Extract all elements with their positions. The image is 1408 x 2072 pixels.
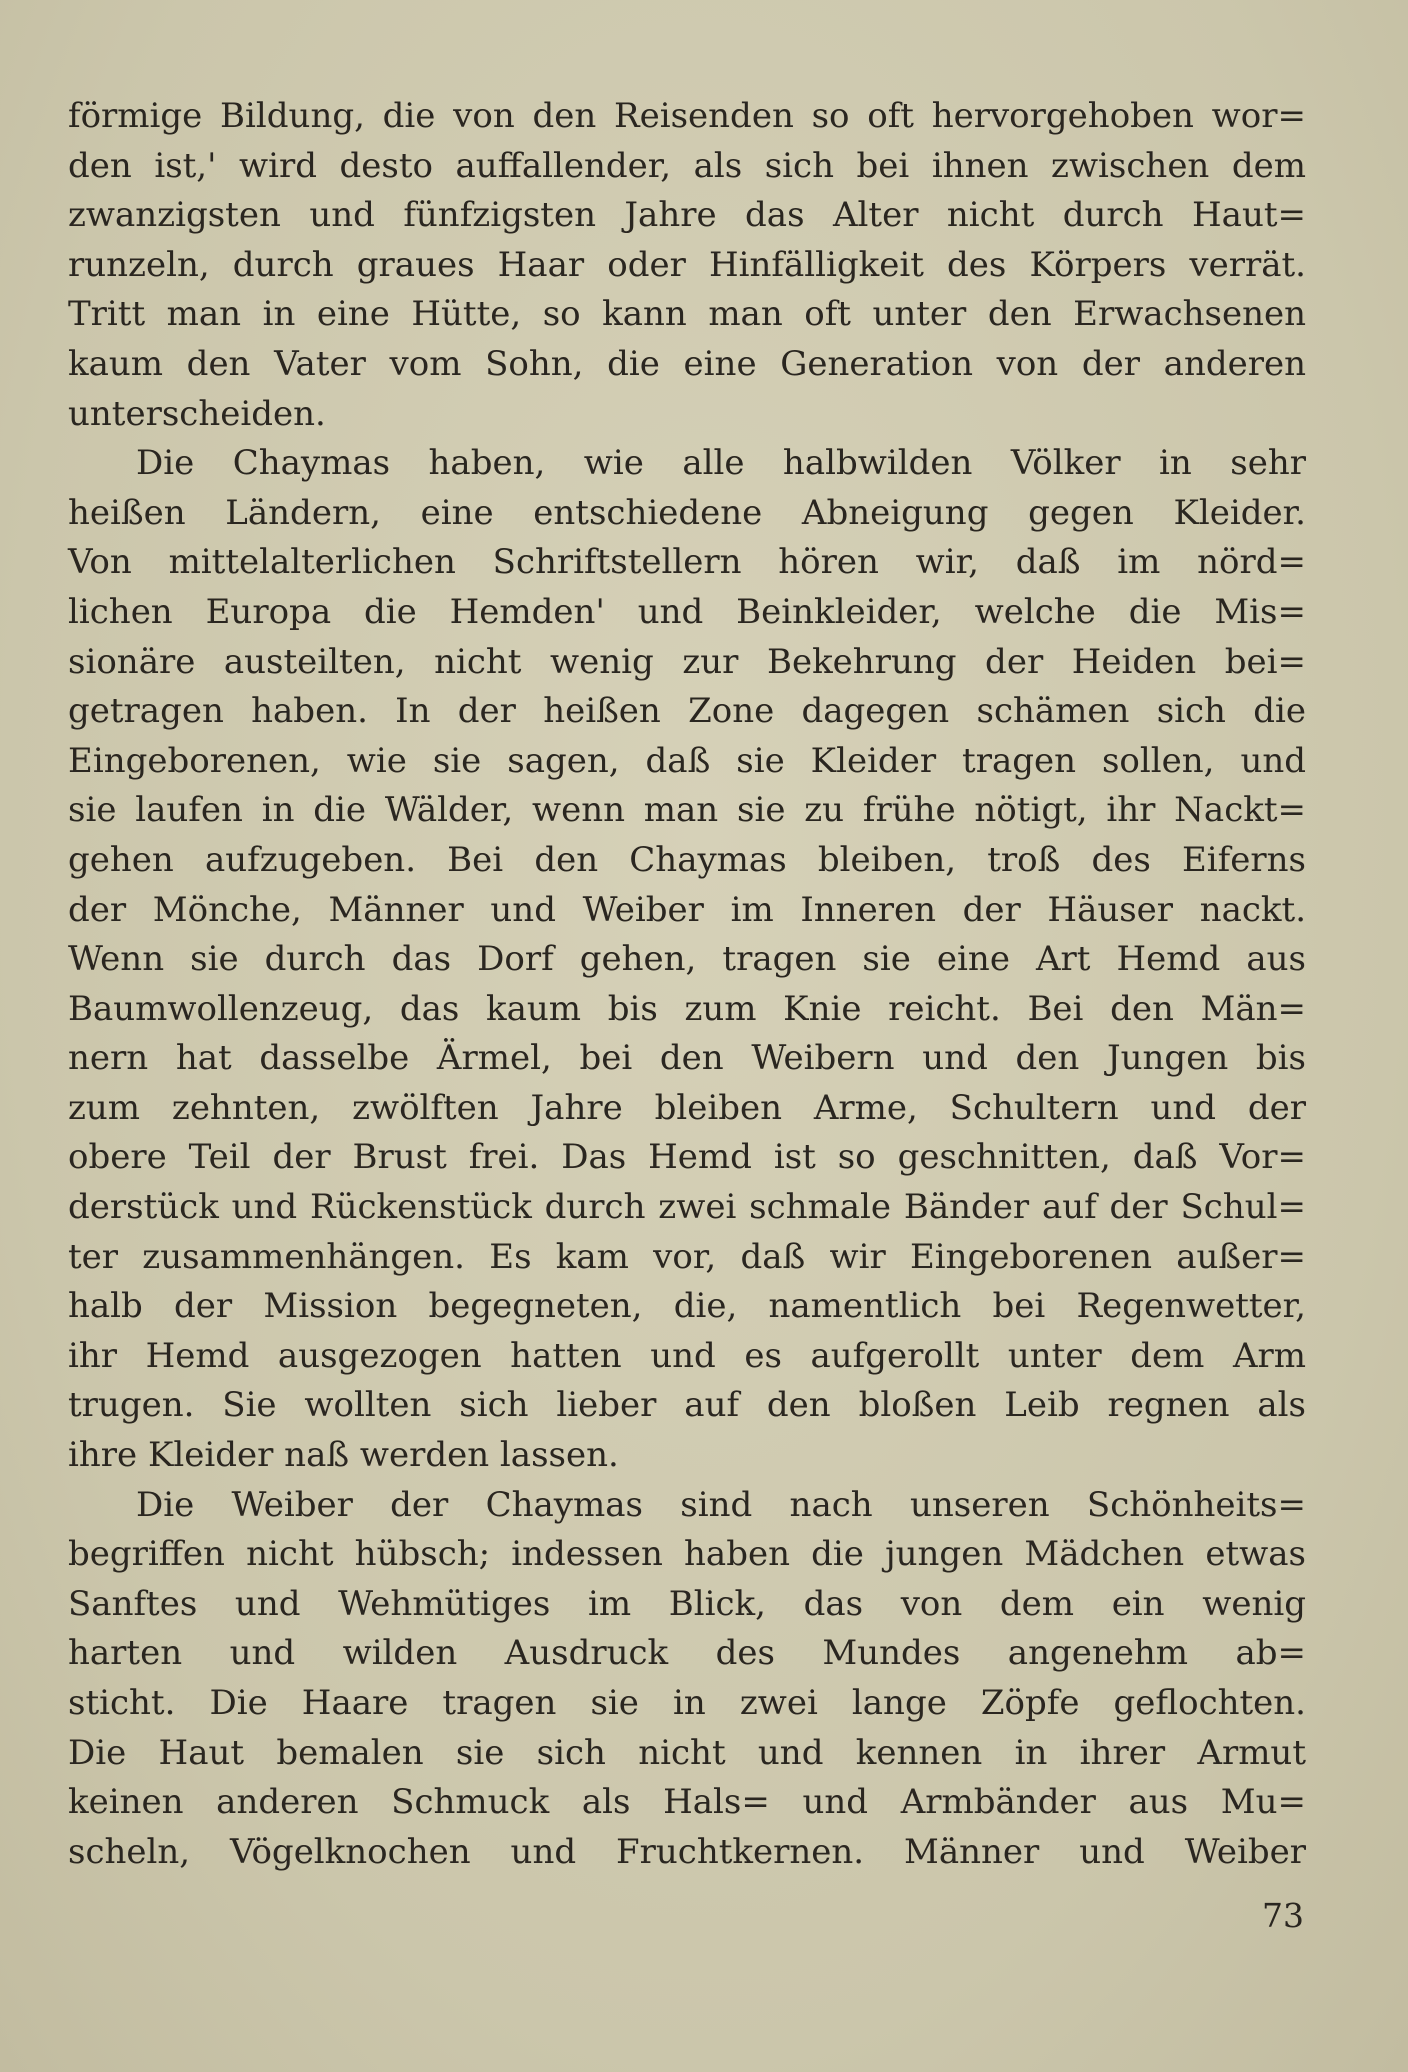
text-line: Baumwollenzeug, das kaum bis zum Knie reicht. Bei den Män=	[68, 988, 1306, 1029]
text-line: zwanzigsten und fünfzigsten Jahre das Alter nicht durch Haut=	[68, 195, 1306, 236]
text-line: der Mönche, Männer und Weiber im Inneren der Häuser nackt.	[68, 889, 1306, 930]
text-line: Wenn sie durch das Dorf gehen, tragen sie eine Art Hemd aus	[68, 939, 1306, 980]
text-line: derstück und Rückenstück durch zwei schmale Bänder auf der Schul=	[68, 1187, 1306, 1228]
text-line: Von mittelalterlichen Schriftstellern hören wir, daß im nörd=	[68, 542, 1306, 583]
text-line: obere Teil der Brust frei. Das Hemd ist so geschnitten, daß Vor=	[68, 1137, 1306, 1178]
text-line: halb der Mission begegneten, die, namentlich bei Regenwetter,	[68, 1286, 1306, 1327]
text-line: ihr Hemd ausgezogen hatten und es aufgerollt unter dem Arm	[68, 1335, 1306, 1376]
text-line: sticht. Die Haare tragen sie in zwei lange Zöpfe geflochten.	[68, 1683, 1306, 1723]
text-line: Die Weiber der Chaymas sind nach unseren Schönheits=	[136, 1484, 1306, 1525]
text-line: getragen haben. In der heißen Zone dagegen schämen sich die	[68, 691, 1306, 732]
text-line: heißen Ländern, eine entschiedene Abneigung gegen Kleider.	[68, 492, 1306, 533]
text-line: unterscheiden.	[68, 393, 326, 434]
text-line: harten und wilden Ausdruck des Mundes angenehm ab=	[68, 1633, 1306, 1674]
text-line: trugen. Sie wollten sich lieber auf den bloßen Leib regnen als	[68, 1385, 1306, 1426]
text-line: begriffen nicht hübsch; indessen haben die jungen Mädchen etwas	[68, 1534, 1306, 1575]
text-line: Sanftes und Wehmütiges im Blick, das von dem ein wenig	[68, 1583, 1306, 1624]
text-body	[68, 92, 1306, 1877]
text-line: gehen aufzugeben. Bei den Chaymas bleiben, troß des Eiferns	[68, 839, 1306, 880]
text-line: den ist,' wird desto auffallender, als sich bei ihnen zwischen dem	[68, 145, 1306, 186]
text-line: lichen Europa die Hemden' und Beinkleider, welche die Mis=	[68, 591, 1306, 632]
text-line: Die Chaymas haben, wie alle halbwilden Völker in sehr	[136, 443, 1306, 484]
text-line: sionäre austeilten, nicht wenig zur Bekehrung der Heiden bei=	[68, 641, 1306, 682]
text-line: keinen anderen Schmuck als Hals= und Armbänder aus Mu=	[68, 1782, 1306, 1823]
text-line: förmige Bildung, die von den Reisenden so oft hervorgehoben wor=	[68, 96, 1306, 136]
text-line: runzeln, durch graues Haar oder Hinfälligkeit des Körpers verrät.	[68, 244, 1306, 285]
text-line: ter zusammenhängen. Es kam vor, daß wir Eingeborenen außer=	[68, 1236, 1306, 1277]
text-line: zum zehnten, zwölften Jahre bleiben Arme, Schultern und der	[68, 1087, 1306, 1128]
text-line: sie laufen in die Wälder, wenn man sie zu frühe nötigt, ihr Nackt=	[68, 790, 1306, 831]
text-line: ihre Kleider naß werden lassen.	[68, 1435, 619, 1476]
text-line: scheln, Vögelknochen und Fruchtkernen. Männer und Weiber	[68, 1831, 1306, 1872]
page-number: 73	[1262, 1896, 1304, 1935]
text-line: Tritt man in eine Hütte, so kann man oft unter den Erwachsenen	[68, 294, 1306, 335]
text-line: kaum den Vater vom Sohn, die eine Generation von der anderen	[68, 343, 1306, 384]
text-line: Eingeborenen, wie sie sagen, daß sie Kleider tragen sollen, und	[68, 740, 1306, 781]
text-line: Die Haut bemalen sie sich nicht und kennen in ihrer Armut	[68, 1732, 1306, 1773]
text-line: nern hat dasselbe Ärmel, bei den Weibern und den Jungen bis	[68, 1038, 1306, 1079]
